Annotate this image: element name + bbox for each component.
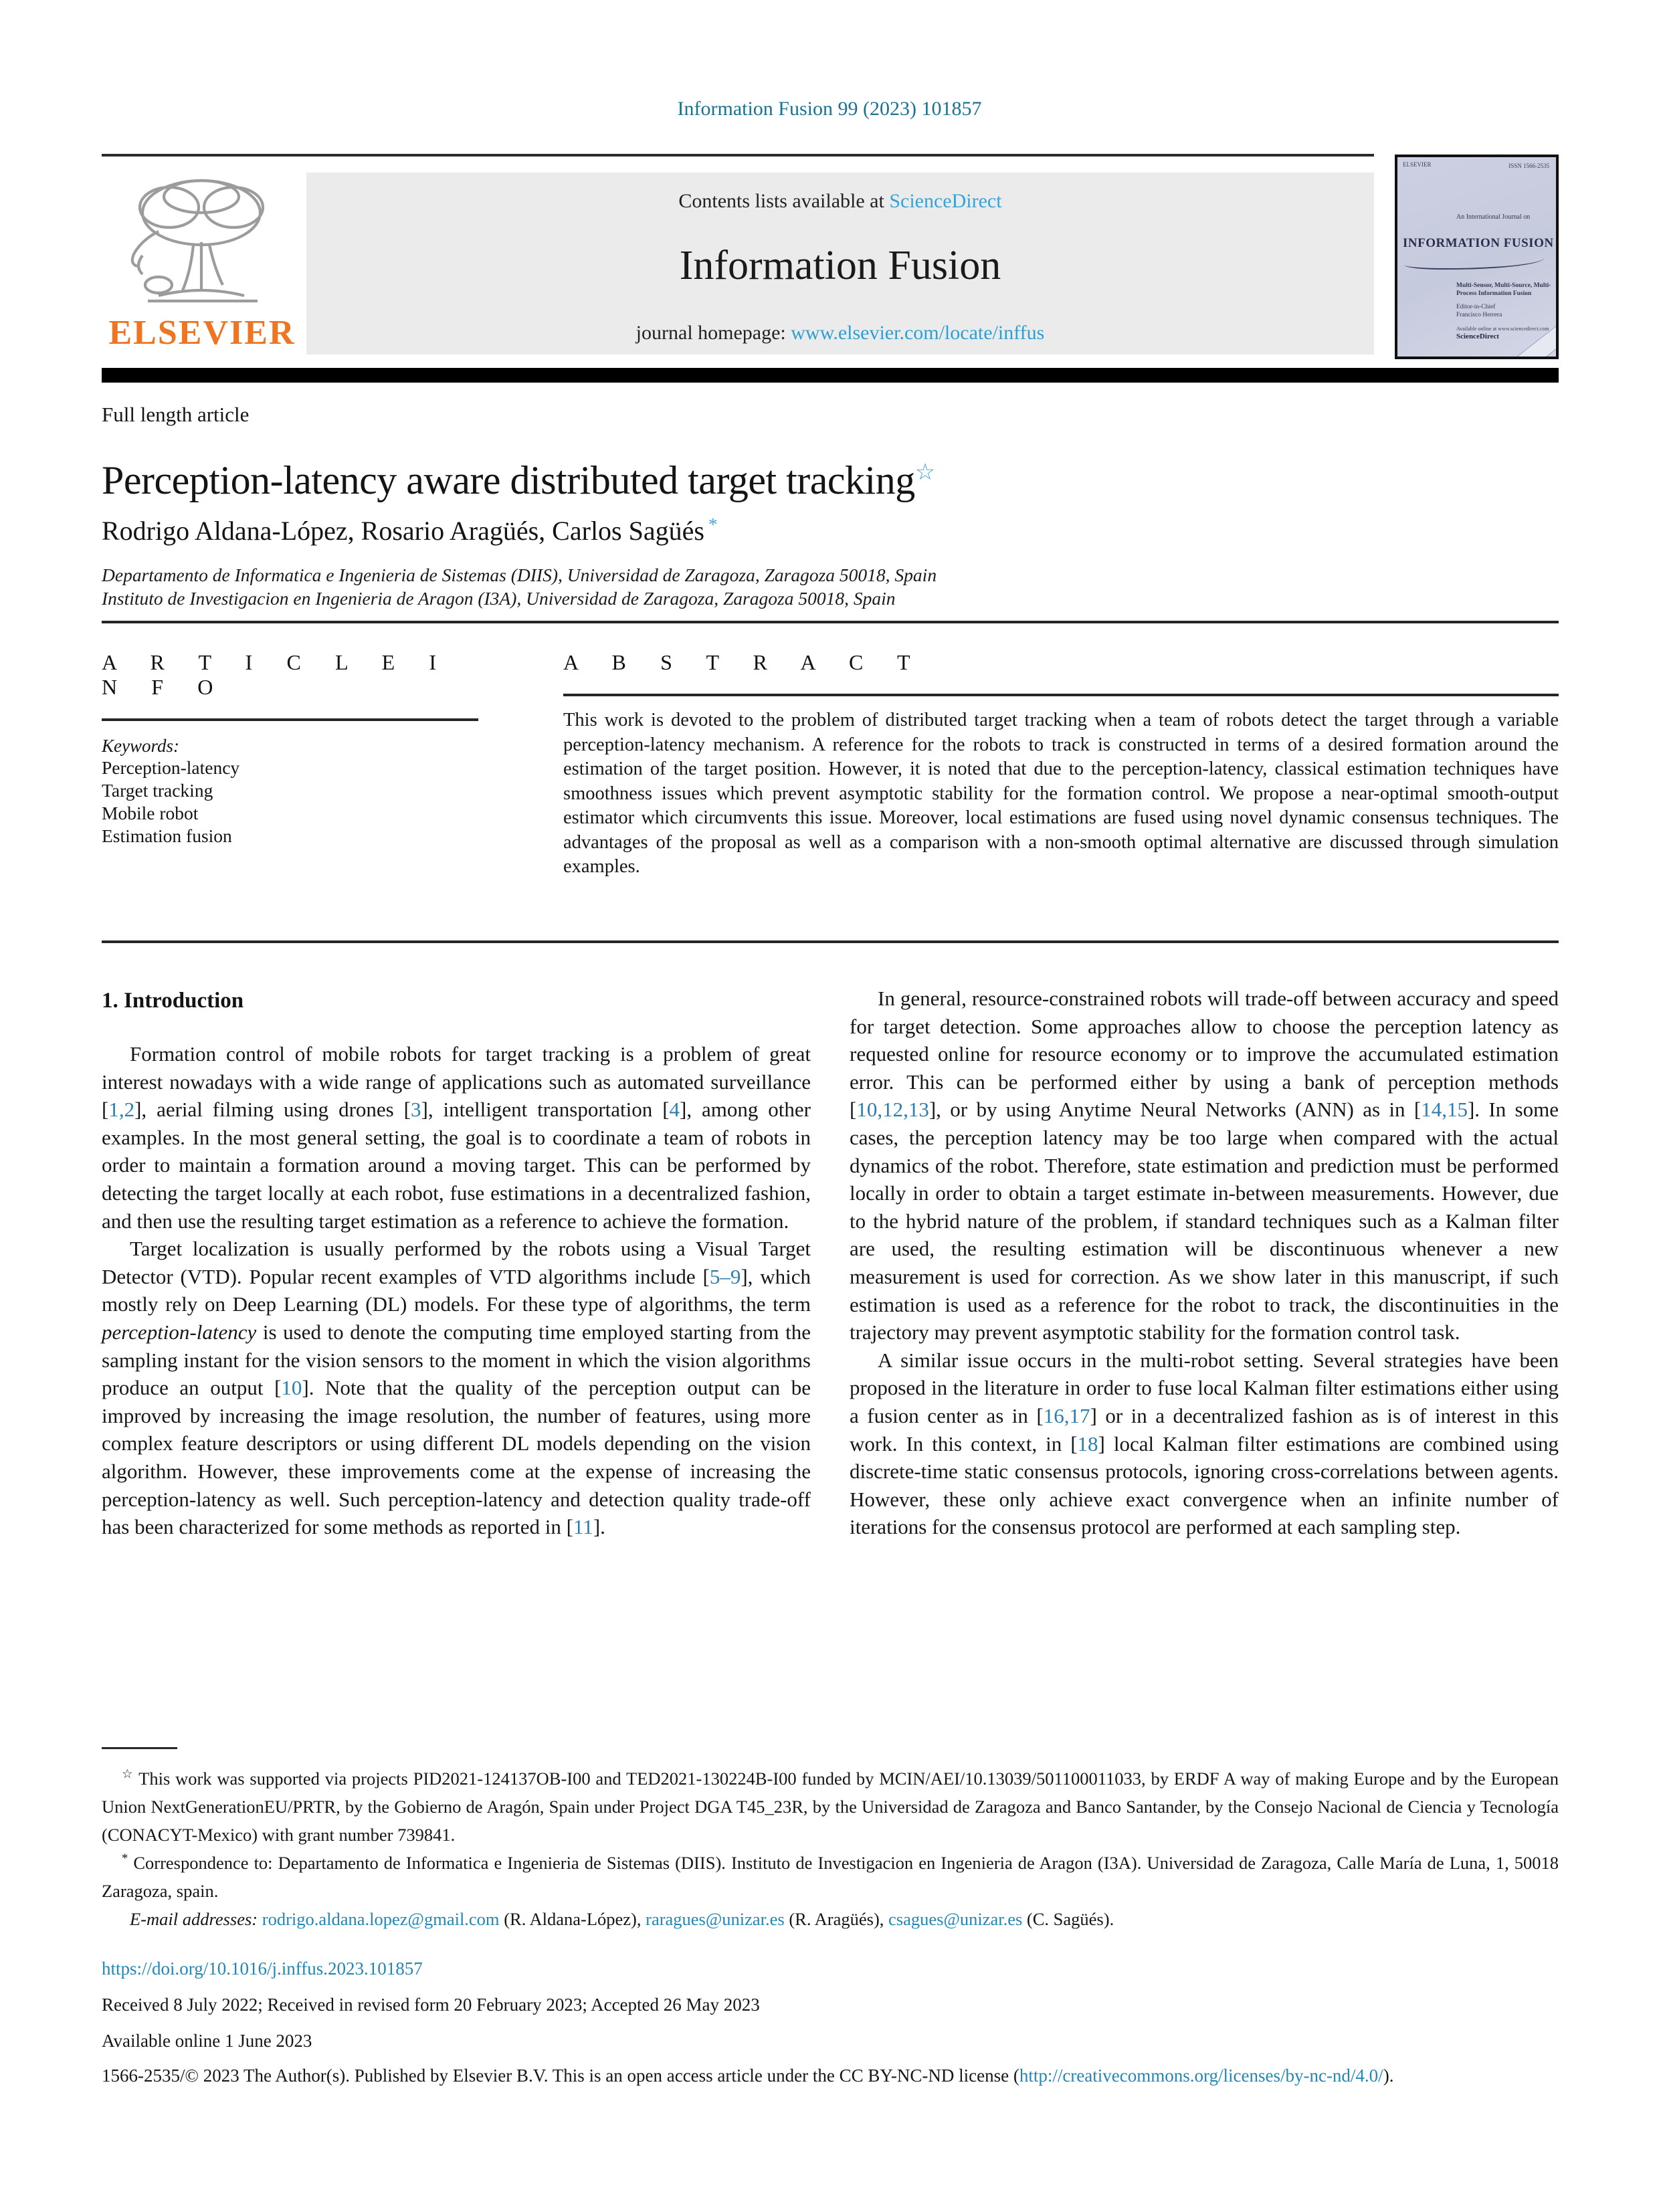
title-footnote-star[interactable]: ☆: [914, 460, 935, 485]
article-title: [102, 458, 1540, 504]
available-online-line: Available online 1 June 2023: [102, 2031, 312, 2051]
body-column-right: [850, 985, 1559, 1541]
journal-header-banner: [306, 173, 1374, 355]
article-info-heading: A R T I C L E I N F O: [102, 650, 445, 699]
keyword: Target tracking: [102, 780, 213, 801]
correspondence-footnote: [102, 1849, 1559, 1905]
citation-link[interactable]: 10,12,13: [856, 1098, 929, 1122]
cover-editor: [1456, 303, 1502, 319]
affiliations: [102, 563, 937, 610]
abstract-rule: [563, 694, 1559, 696]
emails-footnote: E-mail addresses: rodrigo.aldana.lopez@gmail.com (R. Aldana-López), raragues@unizar.es (R. Aragüés), csagues@unizar.es (C. Sagüés).: [130, 1909, 1114, 1929]
section-separator-rule: [102, 621, 1559, 623]
homepage-link[interactable]: www.elsevier.com/locate/inffus: [791, 322, 1045, 344]
homepage-prefix: journal homepage:: [636, 322, 791, 344]
article-info-rule: [102, 718, 478, 721]
keyword: Estimation fusion: [102, 825, 232, 846]
article-info-column: [102, 650, 478, 847]
journal-title: Information Fusion: [679, 243, 1001, 288]
cover-elsevier-mark: ELSEVIER: [1403, 161, 1432, 168]
citation-link[interactable]: 16,17: [1043, 1403, 1090, 1427]
abstract-column: [563, 650, 1559, 880]
footnote-star-marker: ☆: [122, 1767, 134, 1782]
inline-link[interactable]: raragues@unizar.es: [646, 1909, 785, 1929]
doi-link[interactable]: https://doi.org/10.1016/j.inffus.2023.101857: [102, 1958, 423, 1979]
authors-names: Rodrigo Aldana-López, Rosario Aragüés, Carlos Sagüés: [102, 516, 704, 546]
inline-link[interactable]: csagues@unizar.es: [888, 1909, 1023, 1929]
body-paragraph: Formation control of mobile robots for target tracking is a problem of great interest nowadays with a wide range of applications such as automated surveillance [1,2], aerial filming using drones [3], intelligent transportation [4], among other examples. In the most general setting, the goal is to coordinate a team of robots in order to maintain a formation around a moving target. This can be performed by detecting the target locally at each robot, fuse estimations in a decentralized fashion, and then use the resulting target estimation as a reference to achieve the formation.: [102, 1042, 811, 1233]
citation-link[interactable]: 3: [411, 1098, 421, 1122]
cover-intl-line: An International Journal on: [1456, 213, 1531, 221]
contents-line: [306, 190, 1374, 213]
running-head-citation: Information Fusion 99 (2023) 101857: [677, 98, 982, 120]
keyword: Perception-latency: [102, 757, 240, 778]
elsevier-logo: [102, 173, 302, 355]
journal-cover-thumbnail[interactable]: [1395, 155, 1559, 359]
elsevier-wordmark: ELSEVIER: [108, 314, 296, 352]
affiliation-line: Instituto de Investigacion en Ingenieria de Aragon (I3A), Universidad de Zaragoza, Zaragoza 50018, Spain: [102, 588, 896, 609]
funding-footnote: [102, 1765, 1559, 1849]
cover-subtitle: Multi-Sensor, Multi-Source, Multi-Process Information Fusion: [1456, 282, 1551, 297]
cover-issn: ISSN 1566-2535: [1508, 163, 1549, 169]
inline-link[interactable]: rodrigo.aldana.lopez@gmail.com: [262, 1909, 500, 1929]
received-dates-line: Received 8 July 2022; Received in revised form 20 February 2023; Accepted 26 May 2023: [102, 1995, 760, 2015]
footnote-asterisk-marker: *: [122, 1851, 128, 1866]
article-footer: [102, 1950, 1559, 2092]
citation-link[interactable]: 11: [573, 1515, 593, 1539]
contents-prefix: Contents lists available at: [678, 190, 890, 212]
elsevier-tree-icon: [118, 173, 286, 312]
citation-link[interactable]: 1,2: [108, 1098, 135, 1122]
homepage-line: [306, 322, 1374, 344]
header-black-bar: [102, 368, 1559, 383]
abstract-bottom-rule: [102, 940, 1559, 943]
citation-link[interactable]: 18: [1077, 1431, 1098, 1455]
cover-title: INFORMATION FUSION: [1403, 236, 1554, 250]
affiliation-line: Departamento de Informatica e Ingenieria de Sistemas (DIIS), Universidad de Zaragoza, Zaragoza 50018, Spain: [102, 565, 937, 585]
copyright-line: 1566-2535/© 2023 The Author(s). Published by Elsevier B.V. This is an open access article under the CC BY-NC-ND license (http://creativecommons.org/licenses/by-nc-nd/4.0/).: [102, 2066, 1394, 2086]
corresponding-author-asterisk[interactable]: *: [708, 514, 718, 534]
keyword: Mobile robot: [102, 803, 199, 823]
body-column-left: [102, 985, 811, 1541]
body-paragraph: In general, resource-constrained robots will trade-off between accuracy and speed for target detection. Some approaches allow to choose the perception latency as requested online for resource economy or to improve the accumulated estimation error. This can be performed either by using a bank of perception methods [10,12,13], or by using Anytime Neural Networks (ANN) as in [14,15]. In some cases, the perception latency may be too large when compared with the actual dynamics of the robot. Therefore, state estimation and prediction must be performed locally in order to obtain a target estimate in-between measurements. However, due to the hybrid nature of the problem, if standard techniques such as a Kalman filter are used, the resulting estimation will be discontinuous whenever a new measurement is used for correction. As we show later in this manuscript, if such estimation is used as a reference for the robot to track, the discontinuities in the trajectory may prevent asymptotic stability for the formation control task.: [850, 987, 1559, 1344]
header-top-rule: [102, 154, 1374, 157]
citation-link[interactable]: 14,15: [1421, 1098, 1468, 1122]
citation-link[interactable]: 5–9: [709, 1264, 741, 1288]
cover-available-line: Available online at www.sciencedirect.com: [1456, 326, 1549, 332]
body-paragraph: Target localization is usually performed by the robots using a Visual Target Detector (VTD). Popular recent examples of VTD algorithms include [5–9], which mostly rely on Deep Learning (DL) models. For these type of algorithms, the term perception-latency is used to denote the computing time employed starting from the sampling instant for the vision sensors to the moment in which the vision algorithms produce an output [10]. Note that the quality of the perception output can be improved by increasing the image resolution, the number of features, using more complex feature descriptors or using different DL models depending on the vision algorithm. However, these improvements come at the expense of increasing the perception-latency as well. Such perception-latency and detection quality trade-off has been characterized for some methods as reported in [11].: [102, 1237, 811, 1539]
abstract-text: This work is devoted to the problem of distributed target tracking when a team of robots detect the target through a variable perception-latency mechanism. A reference for the robots to track is constructed in terms of a desired formation around the estimation of the target position. However, it is noted that due to the perception-latency, classical estimation techniques have smoothness issues which prevent asymptotic stability for the formation control. We propose a near-optimal smooth-output estimator which circumvents this issue. Moreover, local estimations are fused using novel dynamic consensus techniques. The advantages of the proposal as well as a comparison with a non-smooth optimal alternative are discussed through simulation examples.: [563, 710, 1559, 877]
footnotes-block: [102, 1765, 1559, 1933]
footnote-separator-rule: [102, 1747, 177, 1749]
cover-editor-label: Editor-in-Chief: [1456, 304, 1496, 310]
authors-line: [102, 515, 717, 546]
section-heading-introduction: 1. Introduction: [102, 989, 244, 1013]
cover-swoosh: [1404, 258, 1545, 270]
body-paragraph: A similar issue occurs in the multi-robot setting. Several strategies have been proposed in the literature in order to fuse local Kalman filter estimations either using a fusion center as in [16,17] or in a decentralized fashion as is of interest in this work. In this context, in [18] local Kalman filter estimations are combined using discrete-time static consensus protocols, ignoring cross-correlations between agents. However, these only achieve exact convergence when an infinite number of iterations for the consensus protocol are performed at each sampling step.: [850, 1348, 1559, 1539]
cover-editor-name: Francisco Herrera: [1456, 312, 1502, 318]
citation-link[interactable]: 10: [281, 1376, 302, 1400]
cover-sciencedirect: ScienceDirect: [1456, 332, 1499, 340]
funding-footnote-text: This work was supported via projects PID2021-124137OB-I00 and TED2021-130224B-I00 funded by MCIN/AEI/10.13039/501100011033, by ERDF A way of making Europe and by the European Union NextGenerationEU/PRTR, by the Gobierno de Aragón, Spain under Project DGA T45_23R, by the Universidad de Zaragoza and Banco Santander, by the Consejo Nacional de Ciencia y Tecnología (CONACYT-Mexico) with grant number 739841.: [102, 1769, 1559, 1845]
citation-link[interactable]: 4: [669, 1098, 680, 1122]
article-title-text: Perception-latency aware distributed target tracking: [102, 458, 915, 502]
sciencedirect-link[interactable]: ScienceDirect: [889, 190, 1002, 212]
keywords-label: Keywords:: [102, 736, 179, 756]
abstract-heading: A B S T R A C T: [563, 650, 919, 674]
article-type-label: Full length article: [102, 403, 250, 426]
inline-link[interactable]: http://creativecommons.org/licenses/by-nc-nd/4.0/: [1019, 2066, 1383, 2086]
correspondence-footnote-text: Correspondence to: Departamento de Informatica e Ingenieria de Sistemas (DIIS). Instituto de Investigacion en Ingenieria de Aragon (I3A). Universidad de Zaragoza, Calle María de Luna, 1, 50018 Zaragoza, spain.: [102, 1853, 1559, 1901]
